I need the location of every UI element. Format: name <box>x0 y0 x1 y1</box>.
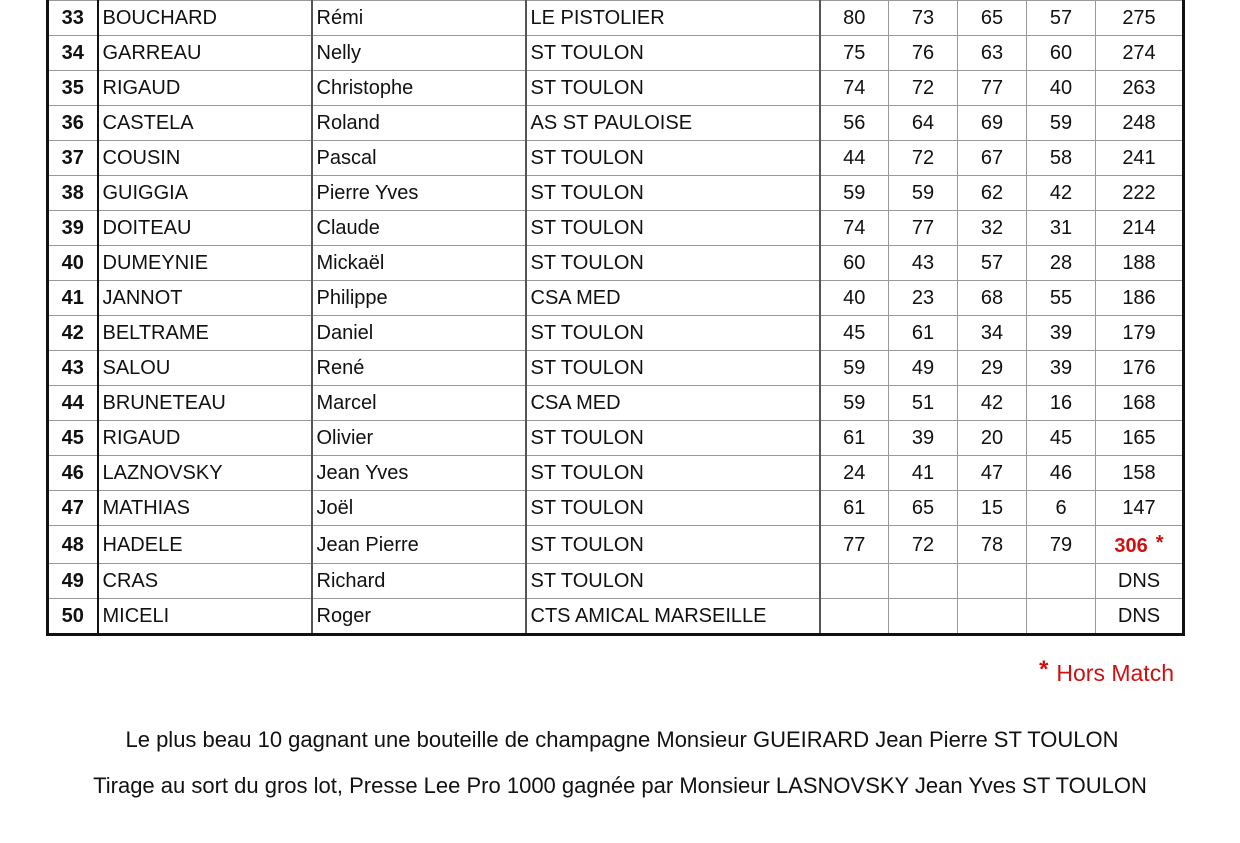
serie1-cell: 59 <box>820 351 889 386</box>
serie1-cell: 59 <box>820 176 889 211</box>
serie2-cell: 64 <box>889 106 958 141</box>
total-cell: 222 <box>1096 176 1184 211</box>
nom-cell: BRUNETEAU <box>98 386 312 421</box>
prenom-cell: Claude <box>312 211 526 246</box>
serie1-cell: 80 <box>820 1 889 36</box>
nom-cell: DOITEAU <box>98 211 312 246</box>
serie3-cell: 68 <box>958 281 1027 316</box>
rank-cell: 41 <box>48 281 98 316</box>
table-row <box>48 599 1184 635</box>
serie3-cell: 65 <box>958 1 1027 36</box>
total-cell: 275 <box>1096 1 1184 36</box>
serie2-cell: 73 <box>889 1 958 36</box>
nom-cell: RIGAUD <box>98 71 312 106</box>
rank-cell: 50 <box>48 599 98 635</box>
table-row <box>48 176 1184 211</box>
serie4-cell: 40 <box>1027 71 1096 106</box>
results-table <box>46 0 1185 636</box>
serie4-cell: 39 <box>1027 316 1096 351</box>
prenom-cell: Mickaël <box>312 246 526 281</box>
serie2-cell: 72 <box>889 526 958 564</box>
serie4-cell: 59 <box>1027 106 1096 141</box>
table-row <box>48 421 1184 456</box>
club-cell: ST TOULON <box>526 526 820 564</box>
serie3-cell: 57 <box>958 246 1027 281</box>
total-cell: 248 <box>1096 106 1184 141</box>
serie1-cell: 59 <box>820 386 889 421</box>
serie3-cell: 15 <box>958 491 1027 526</box>
serie3-cell: 63 <box>958 36 1027 71</box>
total-cell: 168 <box>1096 386 1184 421</box>
note-gros-lot: Tirage au sort du gros lot, Presse Lee Pro 1000 gagnée par Monsieur LASNOVSKY Jean Yves ST TOULON <box>93 773 1147 798</box>
prenom-cell: Christophe <box>312 71 526 106</box>
rank-cell: 39 <box>48 211 98 246</box>
nom-cell: CASTELA <box>98 106 312 141</box>
serie3-cell: 69 <box>958 106 1027 141</box>
prenom-cell: Daniel <box>312 316 526 351</box>
prenom-cell: Pascal <box>312 141 526 176</box>
total-cell: 176 <box>1096 351 1184 386</box>
club-cell: ST TOULON <box>526 316 820 351</box>
table-row <box>48 351 1184 386</box>
serie3-cell: 29 <box>958 351 1027 386</box>
serie4-cell: 31 <box>1027 211 1096 246</box>
table-row <box>48 246 1184 281</box>
serie4-cell: 60 <box>1027 36 1096 71</box>
hors-match-legend <box>1039 656 1174 687</box>
serie1-cell: 74 <box>820 71 889 106</box>
club-cell: ST TOULON <box>526 211 820 246</box>
serie1-cell: 24 <box>820 456 889 491</box>
table-row <box>48 491 1184 526</box>
club-cell: LE PISTOLIER <box>526 1 820 36</box>
club-cell: ST TOULON <box>526 246 820 281</box>
table-row <box>48 71 1184 106</box>
total-cell: 263 <box>1096 71 1184 106</box>
prenom-cell: Nelly <box>312 36 526 71</box>
serie4-cell: 79 <box>1027 526 1096 564</box>
asterisk-icon: * <box>1155 532 1164 554</box>
total-cell: DNS <box>1096 599 1184 635</box>
serie3-cell: 32 <box>958 211 1027 246</box>
serie3-cell: 77 <box>958 71 1027 106</box>
serie1-cell: 61 <box>820 421 889 456</box>
nom-cell: COUSIN <box>98 141 312 176</box>
total-cell: 186 <box>1096 281 1184 316</box>
rank-cell: 37 <box>48 141 98 176</box>
table-row <box>48 211 1184 246</box>
serie4-cell: 57 <box>1027 1 1096 36</box>
table-row <box>48 386 1184 421</box>
prenom-cell: Olivier <box>312 421 526 456</box>
prenom-cell: René <box>312 351 526 386</box>
serie2-cell: 49 <box>889 351 958 386</box>
serie1-cell: 75 <box>820 36 889 71</box>
nom-cell: GUIGGIA <box>98 176 312 211</box>
nom-cell: LAZNOVSKY <box>98 456 312 491</box>
serie2-cell: 77 <box>889 211 958 246</box>
nom-cell: BOUCHARD <box>98 1 312 36</box>
serie3-cell <box>958 564 1027 599</box>
club-cell: ST TOULON <box>526 36 820 71</box>
serie4-cell: 42 <box>1027 176 1096 211</box>
total-cell: 241 <box>1096 141 1184 176</box>
serie4-cell <box>1027 599 1096 635</box>
nom-cell: MATHIAS <box>98 491 312 526</box>
serie4-cell <box>1027 564 1096 599</box>
serie2-cell: 59 <box>889 176 958 211</box>
club-cell: ST TOULON <box>526 564 820 599</box>
rank-cell: 34 <box>48 36 98 71</box>
nom-cell: SALOU <box>98 351 312 386</box>
total-cell: 158 <box>1096 456 1184 491</box>
club-cell: CTS AMICAL MARSEILLE <box>526 599 820 635</box>
club-cell: AS ST PAULOISE <box>526 106 820 141</box>
serie3-cell: 67 <box>958 141 1027 176</box>
prenom-cell: Pierre Yves <box>312 176 526 211</box>
table-row <box>48 1 1184 36</box>
club-cell: ST TOULON <box>526 421 820 456</box>
table-row <box>48 106 1184 141</box>
prenom-cell: Jean Pierre <box>312 526 526 564</box>
nom-cell: GARREAU <box>98 36 312 71</box>
serie4-cell: 6 <box>1027 491 1096 526</box>
serie1-cell <box>820 599 889 635</box>
rank-cell: 49 <box>48 564 98 599</box>
nom-cell: BELTRAME <box>98 316 312 351</box>
serie4-cell: 55 <box>1027 281 1096 316</box>
total-cell: 179 <box>1096 316 1184 351</box>
nom-cell: RIGAUD <box>98 421 312 456</box>
rank-cell: 38 <box>48 176 98 211</box>
serie3-cell <box>958 599 1027 635</box>
club-cell: CSA MED <box>526 386 820 421</box>
rank-cell: 48 <box>48 526 98 564</box>
serie3-cell: 62 <box>958 176 1027 211</box>
serie3-cell: 42 <box>958 386 1027 421</box>
table-row <box>48 281 1184 316</box>
serie3-cell: 47 <box>958 456 1027 491</box>
serie3-cell: 34 <box>958 316 1027 351</box>
club-cell: CSA MED <box>526 281 820 316</box>
serie2-cell: 65 <box>889 491 958 526</box>
prenom-cell: Roger <box>312 599 526 635</box>
rank-cell: 43 <box>48 351 98 386</box>
serie1-cell: 45 <box>820 316 889 351</box>
serie2-cell: 72 <box>889 71 958 106</box>
rank-cell: 45 <box>48 421 98 456</box>
serie2-cell <box>889 599 958 635</box>
table-row <box>48 564 1184 599</box>
serie3-cell: 20 <box>958 421 1027 456</box>
serie1-cell <box>820 564 889 599</box>
serie1-cell: 56 <box>820 106 889 141</box>
club-cell: ST TOULON <box>526 351 820 386</box>
serie2-cell: 41 <box>889 456 958 491</box>
serie1-cell: 44 <box>820 141 889 176</box>
nom-cell: HADELE <box>98 526 312 564</box>
rank-cell: 42 <box>48 316 98 351</box>
serie3-cell: 78 <box>958 526 1027 564</box>
results-body <box>48 1 1184 635</box>
total-value: 306 <box>1114 535 1148 557</box>
club-cell: ST TOULON <box>526 176 820 211</box>
total-cell: 165 <box>1096 421 1184 456</box>
legend-text: Hors Match <box>1056 660 1174 686</box>
serie4-cell: 16 <box>1027 386 1096 421</box>
prenom-cell: Rémi <box>312 1 526 36</box>
serie1-cell: 60 <box>820 246 889 281</box>
serie2-cell <box>889 564 958 599</box>
total-cell: 274 <box>1096 36 1184 71</box>
prenom-cell: Philippe <box>312 281 526 316</box>
note-champagne: Le plus beau 10 gagnant une bouteille de champagne Monsieur GUEIRARD Jean Pierre ST TOULON <box>125 727 1119 752</box>
serie2-cell: 39 <box>889 421 958 456</box>
total-cell: 147 <box>1096 491 1184 526</box>
serie1-cell: 61 <box>820 491 889 526</box>
prenom-cell: Joël <box>312 491 526 526</box>
total-cell <box>1096 526 1184 564</box>
prenom-cell: Richard <box>312 564 526 599</box>
club-cell: ST TOULON <box>526 456 820 491</box>
rank-cell: 33 <box>48 1 98 36</box>
serie2-cell: 43 <box>889 246 958 281</box>
serie4-cell: 45 <box>1027 421 1096 456</box>
rank-cell: 47 <box>48 491 98 526</box>
nom-cell: MICELI <box>98 599 312 635</box>
serie2-cell: 61 <box>889 316 958 351</box>
rank-cell: 46 <box>48 456 98 491</box>
nom-cell: JANNOT <box>98 281 312 316</box>
prenom-cell: Roland <box>312 106 526 141</box>
prenom-cell: Marcel <box>312 386 526 421</box>
rank-cell: 40 <box>48 246 98 281</box>
club-cell: ST TOULON <box>526 141 820 176</box>
serie2-cell: 23 <box>889 281 958 316</box>
table-row <box>48 36 1184 71</box>
serie1-cell: 40 <box>820 281 889 316</box>
total-cell: 188 <box>1096 246 1184 281</box>
serie4-cell: 39 <box>1027 351 1096 386</box>
serie2-cell: 72 <box>889 141 958 176</box>
table-row <box>48 141 1184 176</box>
rank-cell: 35 <box>48 71 98 106</box>
nom-cell: DUMEYNIE <box>98 246 312 281</box>
serie1-cell: 77 <box>820 526 889 564</box>
club-cell: ST TOULON <box>526 71 820 106</box>
table-row <box>48 456 1184 491</box>
nom-cell: CRAS <box>98 564 312 599</box>
table-row <box>48 526 1184 564</box>
rank-cell: 44 <box>48 386 98 421</box>
total-cell: DNS <box>1096 564 1184 599</box>
serie1-cell: 74 <box>820 211 889 246</box>
total-cell: 214 <box>1096 211 1184 246</box>
asterisk-icon: * <box>1039 656 1049 683</box>
serie4-cell: 46 <box>1027 456 1096 491</box>
rank-cell: 36 <box>48 106 98 141</box>
table-row <box>48 316 1184 351</box>
prenom-cell: Jean Yves <box>312 456 526 491</box>
serie4-cell: 58 <box>1027 141 1096 176</box>
serie2-cell: 76 <box>889 36 958 71</box>
club-cell: ST TOULON <box>526 491 820 526</box>
serie2-cell: 51 <box>889 386 958 421</box>
serie4-cell: 28 <box>1027 246 1096 281</box>
